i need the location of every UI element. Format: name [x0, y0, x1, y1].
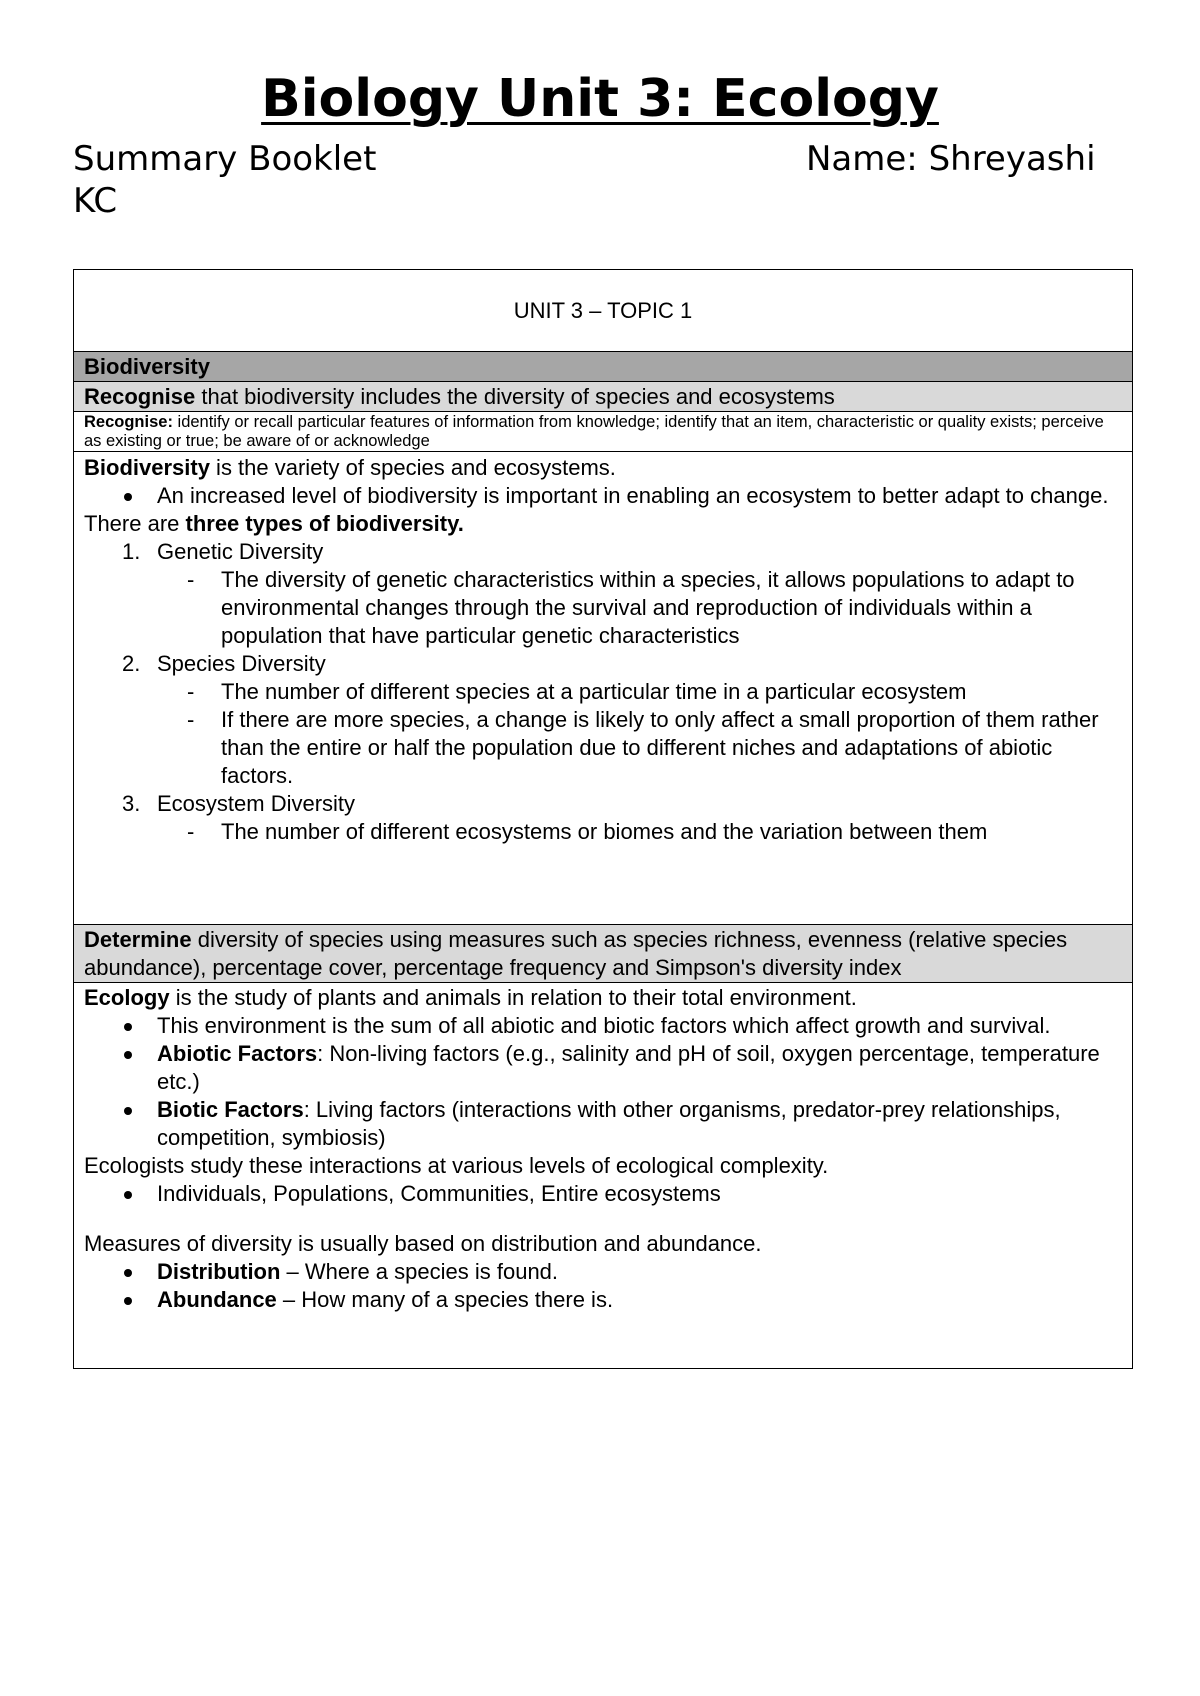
intro-text: is the study of plants and animals in relation to their total environment.: [169, 985, 857, 1010]
biodiversity-intro: [84, 454, 1122, 482]
list-number: 1.: [122, 539, 141, 564]
list-item: [84, 1012, 1122, 1040]
objective-text: that biodiversity includes the diversity of species and ecosystems: [195, 384, 835, 409]
list-item-genetic-diversity: [84, 538, 1122, 566]
list-number: 3.: [122, 791, 141, 816]
list-text: This environment is the sum of all abiotic and biotic factors which affect growth and survival.: [157, 1013, 1051, 1038]
list-item: [84, 1258, 1122, 1286]
section-heading-biodiversity: Biodiversity: [74, 351, 1132, 381]
list-item: - The number of different species at a particular time in a particular ecosystem: [84, 678, 1122, 706]
list-term: Distribution: [157, 1259, 281, 1284]
list-term: Abundance: [157, 1287, 277, 1312]
list-label: Species Diversity: [157, 651, 326, 676]
list-item: - If there are more species, a change is likely to only affect a small proportion of them rather than the entire or half the population due to different niches and adaptations of abiotic factors.: [84, 706, 1122, 790]
document-title: Biology Unit 3: Ecology: [261, 69, 939, 129]
list-term: Biotic Factors: [157, 1097, 304, 1122]
objective-determine: [74, 924, 1132, 982]
ecology-intro: [84, 984, 1122, 1012]
measures-intro: Measures of diversity is usually based on distribution and abundance.: [84, 1231, 762, 1256]
list-item-species-diversity: [84, 650, 1122, 678]
unit-label: UNIT 3 – TOPIC 1: [513, 297, 693, 323]
list-label: Genetic Diversity: [157, 539, 324, 564]
list-term: Abiotic Factors: [157, 1041, 318, 1066]
types-prefix: There are: [84, 511, 186, 536]
types-intro: [84, 510, 1122, 538]
ecology-notes: [74, 982, 1132, 1368]
list-number: 2.: [122, 651, 141, 676]
subtitle-line: [73, 138, 1133, 221]
intro-text: is the variety of species and ecosystems.: [209, 455, 616, 480]
intro-term: Biodiversity: [84, 455, 210, 480]
biodiversity-notes: [74, 451, 1132, 924]
student-name-continued: KC: [73, 181, 118, 221]
booklet-label: Summary Booklet: [73, 139, 377, 179]
list-item: - The diversity of genetic characteristics within a species, it allows populations to adapt to environmental changes through the survival and reproduction of individuals within a population that have particular genetic characteristics: [84, 566, 1122, 650]
intro-term: Ecology: [84, 985, 170, 1010]
list-text: – How many of a species there is.: [276, 1287, 614, 1312]
objective-text: diversity of species using measures such as species richness, evenness (relative species abundance), percentage cover, percentage frequency and Simpson's diversity index: [84, 927, 1068, 980]
list-text: : Living factors (interactions with other organisms, predator-prey relationships, competition, symbiosis): [157, 1097, 1061, 1150]
definition-recognise: [74, 411, 1132, 451]
definition-text: identify or recall particular features of information from knowledge; identify that an item, characteristic or quality exists; perceive as existing or true; be aware of or acknowledge: [84, 413, 1104, 450]
list-item: [84, 1096, 1122, 1152]
list-item: - The number of different ecosystems or biomes and the variation between them: [84, 818, 1122, 846]
list-item: [84, 1286, 1122, 1314]
objective-verb: Determine: [84, 927, 192, 952]
unit-topic-header: [74, 270, 1132, 351]
levels-intro: Ecologists study these interactions at various levels of ecological complexity.: [84, 1153, 829, 1178]
list-item: Individuals, Populations, Communities, Entire ecosystems: [84, 1180, 1122, 1208]
list-text: – Where a species is found.: [280, 1259, 559, 1284]
objective-verb: Recognise: [84, 384, 196, 409]
types-bold: three types of biodiversity.: [185, 511, 464, 536]
list-item: [84, 1040, 1122, 1096]
definition-term: Recognise:: [84, 413, 173, 431]
list-label: Ecosystem Diversity: [157, 791, 356, 816]
spacer: [84, 1208, 1122, 1230]
list-item-ecosystem-diversity: [84, 790, 1122, 818]
student-name-label: Name: Shreyashi: [806, 139, 1096, 179]
list-item: An increased level of biodiversity is important in enabling an ecosystem to better adapt to change.: [84, 482, 1122, 510]
list-text: : Non-living factors (e.g., salinity and pH of soil, oxygen percentage, temperature etc.): [157, 1041, 1100, 1094]
topic-table: [73, 269, 1133, 1369]
objective-recognise: [74, 381, 1132, 411]
